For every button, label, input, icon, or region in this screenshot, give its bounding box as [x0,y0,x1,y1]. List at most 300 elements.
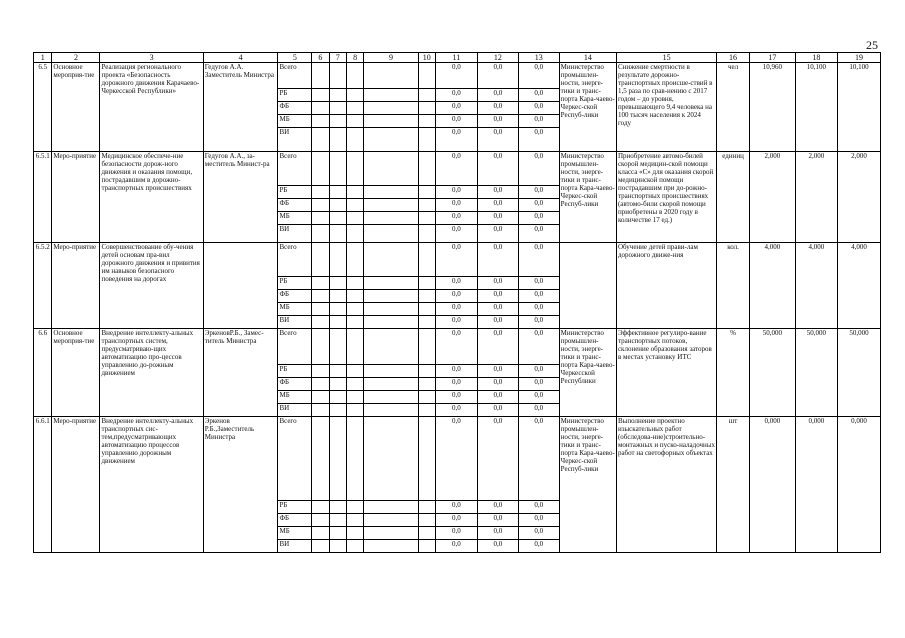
funding-source: РБ [278,501,312,514]
amount-col12: 0,0 [477,128,518,152]
amount-col13: 0,0 [518,501,559,514]
col-header: 17 [749,53,795,63]
col-header: 13 [518,53,559,63]
empty-cell [418,303,435,316]
empty-cell [312,540,329,553]
funding-source: МБ [278,391,312,404]
empty-cell [346,152,363,186]
empty-cell [364,365,418,378]
value-col18: 50,000 [795,329,837,417]
empty-cell [364,404,418,417]
empty-cell [312,527,329,540]
value-col18: 4,000 [795,243,837,329]
empty-cell [364,186,418,199]
funding-source: ФБ [278,290,312,303]
funding-source: Всего [278,329,312,365]
amount-col12: 0,0 [477,303,518,316]
empty-cell [346,540,363,553]
empty-cell [329,391,346,404]
amount-col11: 0,0 [435,128,477,152]
amount-col11: 0,0 [435,63,477,89]
empty-cell [364,115,418,128]
col-header: 14 [559,53,616,63]
amount-col11: 0,0 [435,417,477,501]
empty-cell [418,404,435,417]
executor [559,243,616,329]
amount-col13: 0,0 [518,540,559,553]
amount-col11: 0,0 [435,186,477,199]
responsible-person: Гедугов А.А., за-меститель Минист-ра [203,152,278,243]
funding-source: Всего [278,417,312,501]
program-table [33,52,881,553]
amount-col13: 0,0 [518,527,559,540]
empty-cell [418,212,435,225]
empty-cell [364,290,418,303]
empty-cell [312,501,329,514]
responsible-person: ЭркеновР.Б., Замес-титель Министра [203,329,278,417]
unit: % [717,329,750,417]
empty-cell [418,501,435,514]
amount-col11: 0,0 [435,212,477,225]
header-row [34,53,881,63]
activity-type: Основное мероприя-тие [52,329,100,417]
empty-cell [346,303,363,316]
activity-name: Медицинское обеспече-ние безопасности дорож-ного движения и оказания помощи, пострадавшим в дорожно-транспортных происшествиях [100,152,203,243]
col-header: 18 [795,53,837,63]
empty-cell [418,115,435,128]
activity-name: Совершенствование обу-чения детей основам пра-вил дорожного движения и привития им навыков безопасного поведения на дорогах [100,243,203,329]
empty-cell [329,102,346,115]
amount-col12: 0,0 [477,417,518,501]
col-header: 15 [616,53,716,63]
empty-cell [418,378,435,391]
empty-cell [312,329,329,365]
empty-cell [312,152,329,186]
amount-col12: 0,0 [477,102,518,115]
empty-cell [364,378,418,391]
amount-col11: 0,0 [435,115,477,128]
value-col17: 2,000 [749,152,795,243]
col-header: 7 [329,53,346,63]
empty-cell [329,527,346,540]
empty-cell [364,391,418,404]
amount-col11: 0,0 [435,391,477,404]
empty-cell [346,243,363,277]
amount-col11: 0,0 [435,102,477,115]
empty-cell [364,102,418,115]
funding-source: ФБ [278,102,312,115]
empty-cell [312,63,329,89]
col-header: 16 [717,53,750,63]
empty-cell [418,277,435,290]
amount-col13: 0,0 [518,152,559,186]
amount-col11: 0,0 [435,89,477,102]
empty-cell [364,225,418,243]
value-col19: 4,000 [837,243,880,329]
table-row [34,152,881,186]
empty-cell [418,527,435,540]
amount-col12: 0,0 [477,243,518,277]
empty-cell [346,199,363,212]
amount-col12: 0,0 [477,329,518,365]
funding-source: ВИ [278,225,312,243]
amount-col13: 0,0 [518,316,559,329]
empty-cell [346,316,363,329]
funding-source: ФБ [278,514,312,527]
empty-cell [418,225,435,243]
amount-col13: 0,0 [518,102,559,115]
amount-col13: 0,0 [518,404,559,417]
indicator: Эффективное регулиро-вание транспортных потоков, склонение образования заторов в местах установку ИТС [616,329,716,417]
empty-cell [346,128,363,152]
funding-source: РБ [278,186,312,199]
empty-cell [329,115,346,128]
value-col17: 4,000 [749,243,795,329]
funding-source: РБ [278,277,312,290]
amount-col12: 0,0 [477,391,518,404]
empty-cell [364,514,418,527]
activity-type: Меро-приятие [52,152,100,243]
empty-cell [346,391,363,404]
empty-cell [346,277,363,290]
col-header: 6 [312,53,329,63]
value-col19: 2,000 [837,152,880,243]
empty-cell [346,290,363,303]
empty-cell [364,152,418,186]
col-header: 5 [278,53,312,63]
empty-cell [418,102,435,115]
amount-col13: 0,0 [518,417,559,501]
empty-cell [364,417,418,501]
amount-col11: 0,0 [435,378,477,391]
amount-col11: 0,0 [435,152,477,186]
empty-cell [329,365,346,378]
empty-cell [329,303,346,316]
empty-cell [312,290,329,303]
empty-cell [312,212,329,225]
empty-cell [329,540,346,553]
amount-col12: 0,0 [477,365,518,378]
empty-cell [312,514,329,527]
funding-source: МБ [278,115,312,128]
empty-cell [418,540,435,553]
empty-cell [329,501,346,514]
empty-cell [364,527,418,540]
value-col17: 50,000 [749,329,795,417]
col-header: 19 [837,53,880,63]
empty-cell [418,329,435,365]
amount-col11: 0,0 [435,316,477,329]
row-number: 6.5 [34,63,52,152]
empty-cell [312,404,329,417]
table-row [34,417,881,501]
empty-cell [312,115,329,128]
amount-col11: 0,0 [435,365,477,378]
empty-cell [329,186,346,199]
activity-name: Реализация регионального проекта «Безопасность дорожного движения Карачаево-Черкесской Республики» [100,63,203,152]
empty-cell [418,199,435,212]
empty-cell [364,199,418,212]
funding-source: ВИ [278,316,312,329]
empty-cell [329,89,346,102]
empty-cell [329,290,346,303]
amount-col13: 0,0 [518,186,559,199]
empty-cell [346,115,363,128]
empty-cell [418,186,435,199]
value-col19: 50,000 [837,329,880,417]
empty-cell [418,316,435,329]
empty-cell [364,128,418,152]
funding-source: Всего [278,63,312,89]
amount-col11: 0,0 [435,404,477,417]
amount-col12: 0,0 [477,540,518,553]
value-col19: 0,000 [837,417,880,553]
activity-name: Внедрение интеллекту-альных транспортных систем, предусматриваю-щих автоматизацию про-цессов управлению до-рожным движением [100,329,203,417]
empty-cell [312,365,329,378]
empty-cell [312,102,329,115]
executor: Министерство промышлен-ности, энерге-тики и транс-порта Кара-чаево-Черкес-ской Респуб-лики [559,417,616,553]
amount-col11: 0,0 [435,199,477,212]
table-body [34,63,881,553]
amount-col11: 0,0 [435,303,477,316]
indicator: Снижение смертности в результате дорожно-транспортных происше-ствий в 1,5 раза по срав-нению с 2017 годом – до уровня, превышающего 9,4 человека на 100 тысяч населения к 2024 году [616,63,716,152]
funding-source: ВИ [278,404,312,417]
empty-cell [312,391,329,404]
empty-cell [329,152,346,186]
page-number: 25 [866,38,878,52]
amount-col12: 0,0 [477,115,518,128]
amount-col13: 0,0 [518,63,559,89]
empty-cell [329,128,346,152]
row-number: 6.5.1 [34,152,52,243]
funding-source: МБ [278,303,312,316]
empty-cell [364,212,418,225]
amount-col13: 0,0 [518,212,559,225]
value-col18: 0,000 [795,417,837,553]
empty-cell [346,63,363,89]
activity-type: Основное мероприя-тие [52,63,100,152]
amount-col13: 0,0 [518,89,559,102]
activity-type: Меро-приятие [52,243,100,329]
amount-col11: 0,0 [435,501,477,514]
empty-cell [418,417,435,501]
empty-cell [312,199,329,212]
empty-cell [346,212,363,225]
empty-cell [312,277,329,290]
unit: шт [717,417,750,553]
amount-col13: 0,0 [518,514,559,527]
amount-col11: 0,0 [435,243,477,277]
col-header: 8 [346,53,363,63]
amount-col12: 0,0 [477,316,518,329]
empty-cell [364,277,418,290]
empty-cell [329,212,346,225]
amount-col12: 0,0 [477,225,518,243]
executor: Министерство промышлен-ности, энерге-тики и транс-порта Кара-чаево-Черкесской Республики [559,329,616,417]
funding-source: ВИ [278,128,312,152]
empty-cell [418,290,435,303]
unit: кол. [717,243,750,329]
empty-cell [364,316,418,329]
funding-source: МБ [278,212,312,225]
row-number: 6.6 [34,329,52,417]
empty-cell [418,243,435,277]
amount-col13: 0,0 [518,243,559,277]
table-row [34,63,881,89]
value-col17: 10,960 [749,63,795,152]
activity-type: Меро-приятие [52,417,100,553]
empty-cell [364,89,418,102]
empty-cell [312,303,329,316]
empty-cell [364,303,418,316]
empty-cell [346,404,363,417]
amount-col13: 0,0 [518,391,559,404]
empty-cell [312,316,329,329]
empty-cell [418,128,435,152]
amount-col12: 0,0 [477,89,518,102]
row-number: 6.6.1 [34,417,52,553]
empty-cell [418,514,435,527]
amount-col12: 0,0 [477,212,518,225]
amount-col13: 0,0 [518,277,559,290]
empty-cell [312,89,329,102]
empty-cell [329,378,346,391]
col-header: 12 [477,53,518,63]
amount-col12: 0,0 [477,63,518,89]
amount-col12: 0,0 [477,186,518,199]
amount-col11: 0,0 [435,514,477,527]
empty-cell [418,63,435,89]
empty-cell [346,378,363,391]
empty-cell [346,514,363,527]
col-header: 11 [435,53,477,63]
empty-cell [346,89,363,102]
col-header: 1 [34,53,52,63]
amount-col12: 0,0 [477,514,518,527]
col-header: 9 [364,53,418,63]
empty-cell [329,316,346,329]
funding-source: ФБ [278,199,312,212]
empty-cell [312,225,329,243]
amount-col11: 0,0 [435,290,477,303]
empty-cell [329,225,346,243]
empty-cell [418,89,435,102]
amount-col13: 0,0 [518,303,559,316]
col-header: 2 [52,53,100,63]
empty-cell [418,152,435,186]
amount-col13: 0,0 [518,365,559,378]
empty-cell [329,63,346,89]
amount-col13: 0,0 [518,115,559,128]
amount-col12: 0,0 [477,527,518,540]
activity-name: Внедрение интеллекту-альных транспортных сис-тем,предусматривающих автоматизацию процессов управлению дорожным движением [100,417,203,553]
indicator: Обучение детей прави-лам дорожного движе-ния [616,243,716,329]
amount-col12: 0,0 [477,277,518,290]
empty-cell [329,514,346,527]
empty-cell [346,365,363,378]
indicator: Выполнение проектно изыскательных работ (обследова-ние)строительно-монтажных и пуско-наладочных работ на светофорных объектах [616,417,716,553]
value-col18: 2,000 [795,152,837,243]
value-col19: 10,100 [837,63,880,152]
executor: Министерство промышлен-ности, энерге-тики и транс-порта Кара-чаево-Черкес-ской Респуб-лики [559,63,616,152]
amount-col12: 0,0 [477,199,518,212]
amount-col11: 0,0 [435,277,477,290]
amount-col13: 0,0 [518,128,559,152]
amount-col13: 0,0 [518,199,559,212]
empty-cell [329,329,346,365]
empty-cell [312,243,329,277]
col-header: 4 [203,53,278,63]
table-row [34,329,881,365]
funding-source: ВИ [278,540,312,553]
amount-col11: 0,0 [435,527,477,540]
funding-source: ФБ [278,378,312,391]
empty-cell [312,378,329,391]
indicator: Приобретение автомо-билей скорой медицин-ской помощи класса «С» для оказания скорой медицинской помощи пострадавшим при до-рожно-транспортных происшествиях (автомо-били скорой помощи приобретены в 2020 году в количестве 17 ед.) [616,152,716,243]
empty-cell [329,199,346,212]
funding-source: МБ [278,527,312,540]
amount-col13: 0,0 [518,378,559,391]
empty-cell [364,540,418,553]
responsible-person [203,243,278,329]
value-col18: 10,100 [795,63,837,152]
unit: единиц [717,152,750,243]
funding-source: РБ [278,365,312,378]
responsible-person: Эркенов Р.Б.,Заместитель Министра [203,417,278,553]
funding-source: РБ [278,89,312,102]
amount-col11: 0,0 [435,329,477,365]
empty-cell [329,277,346,290]
empty-cell [346,102,363,115]
table-row [34,243,881,277]
empty-cell [329,417,346,501]
amount-col12: 0,0 [477,378,518,391]
empty-cell [312,417,329,501]
responsible-person: Гедугов А.А. Заместитель Министра [203,63,278,152]
col-header: 3 [100,53,203,63]
empty-cell [364,63,418,89]
empty-cell [364,329,418,365]
empty-cell [312,186,329,199]
empty-cell [346,225,363,243]
row-number: 6.5.2 [34,243,52,329]
empty-cell [418,365,435,378]
empty-cell [418,391,435,404]
empty-cell [346,501,363,514]
col-header: 10 [418,53,435,63]
amount-col13: 0,0 [518,329,559,365]
amount-col11: 0,0 [435,540,477,553]
empty-cell [346,329,363,365]
empty-cell [312,128,329,152]
empty-cell [346,186,363,199]
empty-cell [364,243,418,277]
amount-col12: 0,0 [477,290,518,303]
empty-cell [346,417,363,501]
unit: чел [717,63,750,152]
amount-col12: 0,0 [477,152,518,186]
funding-source: Всего [278,152,312,186]
amount-col13: 0,0 [518,290,559,303]
empty-cell [329,243,346,277]
empty-cell [346,527,363,540]
executor: Министерство промышлен-ности, энерге-тики и транс-порта Кара-чаево-Черкес-ской Респуб-лики [559,152,616,243]
value-col17: 0,000 [749,417,795,553]
amount-col11: 0,0 [435,225,477,243]
amount-col12: 0,0 [477,501,518,514]
amount-col12: 0,0 [477,404,518,417]
empty-cell [364,501,418,514]
